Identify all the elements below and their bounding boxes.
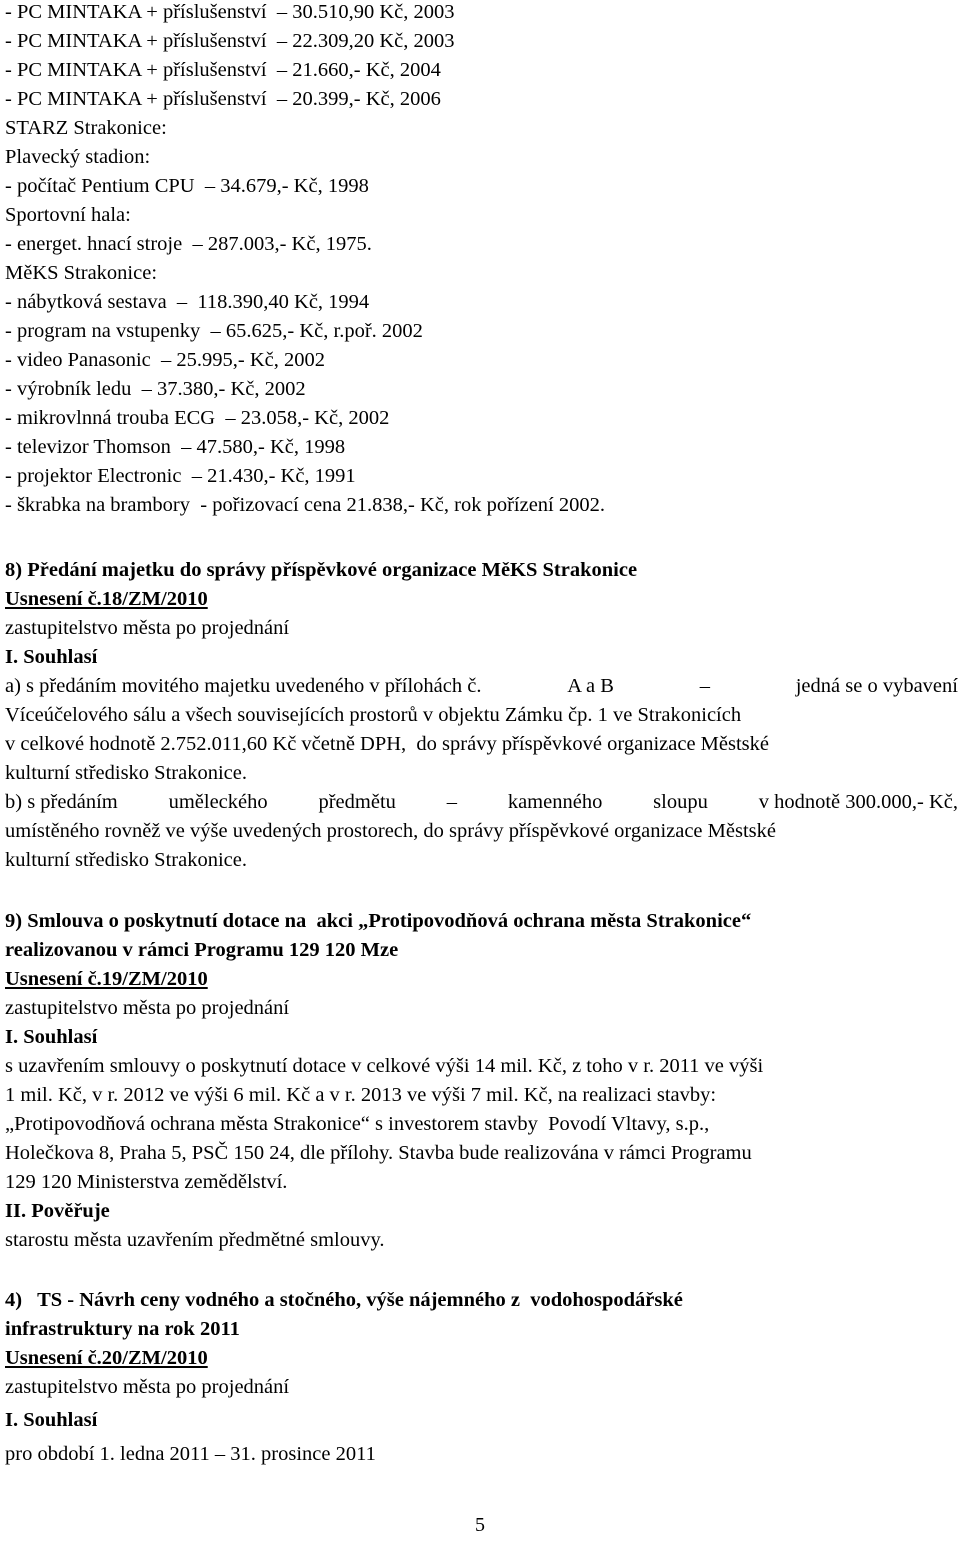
paragraph-line: v celkové hodnotě 2.752.011,60 Kč včetně DPH, do správy příspěvkové organizace Městské <box>5 733 770 755</box>
asset-line: - program na vstupenky – 65.625,- Kč, r.poř. 2002 <box>5 320 423 342</box>
page-number: 5 <box>475 1514 485 1536</box>
text-segment: – <box>446 791 457 813</box>
asset-line: - mikrovlnná trouba ECG – 23.058,- Kč, 2002 <box>5 407 390 429</box>
asset-line: - PC MINTAKA + příslušenství – 21.660,- Kč, 2004 <box>5 59 441 81</box>
facility-label: Plavecký stadion: <box>5 146 151 168</box>
paragraph-line: s uzavřením smlouvy o poskytnutí dotace v celkové výši 14 mil. Kč, z toho v r. 2011 ve výši <box>5 1055 764 1077</box>
text-segment: kamenného <box>507 791 603 813</box>
asset-line: - počítač Pentium CPU – 34.679,- Kč, 1998 <box>5 175 369 197</box>
paragraph-line: „Protipovodňová ochrana města Strakonice“ s investorem stavby Povodí Vltavy, s.p., <box>5 1113 710 1135</box>
clause-label: I. Souhlasí <box>5 1026 98 1048</box>
section-heading: 9) Smlouva o poskytnutí dotace na akci „Protipovodňová ochrana města Strakonice“ <box>5 910 752 932</box>
clause-label: I. Souhlasí <box>5 1409 98 1431</box>
resolution-intro: zastupitelstvo města po projednání <box>5 1376 290 1398</box>
text-segment: uměleckého <box>168 791 268 813</box>
asset-line: - PC MINTAKA + příslušenství – 22.309,20 Kč, 2003 <box>5 30 455 52</box>
text-segment: předmětu <box>318 791 396 813</box>
asset-line: - energet. hnací stroje – 287.003,- Kč, 1975. <box>5 233 372 255</box>
section-heading: realizovanou v rámci Programu 129 120 Mze <box>5 939 399 961</box>
paragraph-line: kulturní středisko Strakonice. <box>5 762 247 784</box>
clause-label: I. Souhlasí <box>5 646 98 668</box>
resolution-intro: zastupitelstvo města po projednání <box>5 997 290 1019</box>
asset-line: - televizor Thomson – 47.580,- Kč, 1998 <box>5 436 346 458</box>
asset-line: - PC MINTAKA + příslušenství – 20.399,- Kč, 2006 <box>5 88 441 110</box>
asset-line: - PC MINTAKA + příslušenství – 30.510,90 Kč, 2003 <box>5 1 455 23</box>
text-segment: a) s předáním movitého majetku uvedeného v přílohách č. <box>5 675 482 697</box>
paragraph-line: 1 mil. Kč, v r. 2012 ve výši 6 mil. Kč a v r. 2013 ve výši 7 mil. Kč, na realizaci stavby: <box>5 1084 717 1106</box>
text-segment: b) s předáním <box>5 791 118 813</box>
paragraph-line: Víceúčelového sálu a všech souvisejících prostorů v objektu Zámku čp. 1 ve Strakonicích <box>5 704 742 726</box>
justified-line <box>5 672 958 701</box>
clause-label: II. Pověřuje <box>5 1200 110 1222</box>
paragraph-line: starostu města uzavřením předmětné smlouvy. <box>5 1229 385 1251</box>
paragraph-line: kulturní středisko Strakonice. <box>5 849 247 871</box>
text-segment: A a B <box>567 675 614 697</box>
resolution-number: Usnesení č.20/ZM/2010 <box>5 1347 208 1369</box>
resolution-number: Usnesení č.19/ZM/2010 <box>5 968 208 990</box>
text-segment: jedná se o vybavení <box>795 675 958 697</box>
justified-line <box>5 788 958 817</box>
text-segment: sloupu <box>653 791 708 813</box>
text-segment: – <box>699 675 710 697</box>
section-heading: infrastruktury na rok 2011 <box>5 1318 240 1340</box>
organization-label: MěKS Strakonice: <box>5 262 158 284</box>
section-heading: 8) Předání majetku do správy příspěvkové organizace MěKS Strakonice <box>5 559 638 581</box>
asset-line: - nábytková sestava – 118.390,40 Kč, 1994 <box>5 291 370 313</box>
asset-line: - video Panasonic – 25.995,- Kč, 2002 <box>5 349 325 371</box>
asset-line: - výrobník ledu – 37.380,- Kč, 2002 <box>5 378 306 400</box>
text-segment: v hodnotě 300.000,- Kč, <box>758 791 958 813</box>
asset-line: - projektor Electronic – 21.430,- Kč, 1991 <box>5 465 356 487</box>
facility-label: Sportovní hala: <box>5 204 131 226</box>
section-heading: 4) TS - Návrh ceny vodného a stočného, výše nájemného z vodohospodářské <box>5 1289 683 1311</box>
resolution-number: Usnesení č.18/ZM/2010 <box>5 588 208 610</box>
paragraph-line: umístěného rovněž ve výše uvedených prostorech, do správy příspěvkové organizace Městské <box>5 820 776 842</box>
asset-line: - škrabka na brambory - pořizovací cena 21.838,- Kč, rok pořízení 2002. <box>5 494 605 516</box>
organization-label: STARZ Strakonice: <box>5 117 167 139</box>
paragraph-line: 129 120 Ministerstva zemědělství. <box>5 1171 288 1193</box>
paragraph-line: pro období 1. ledna 2011 – 31. prosince 2011 <box>5 1443 376 1465</box>
resolution-intro: zastupitelstvo města po projednání <box>5 617 290 639</box>
paragraph-line: Holečkova 8, Praha 5, PSČ 150 24, dle přílohy. Stavba bude realizována v rámci Programu <box>5 1142 752 1164</box>
